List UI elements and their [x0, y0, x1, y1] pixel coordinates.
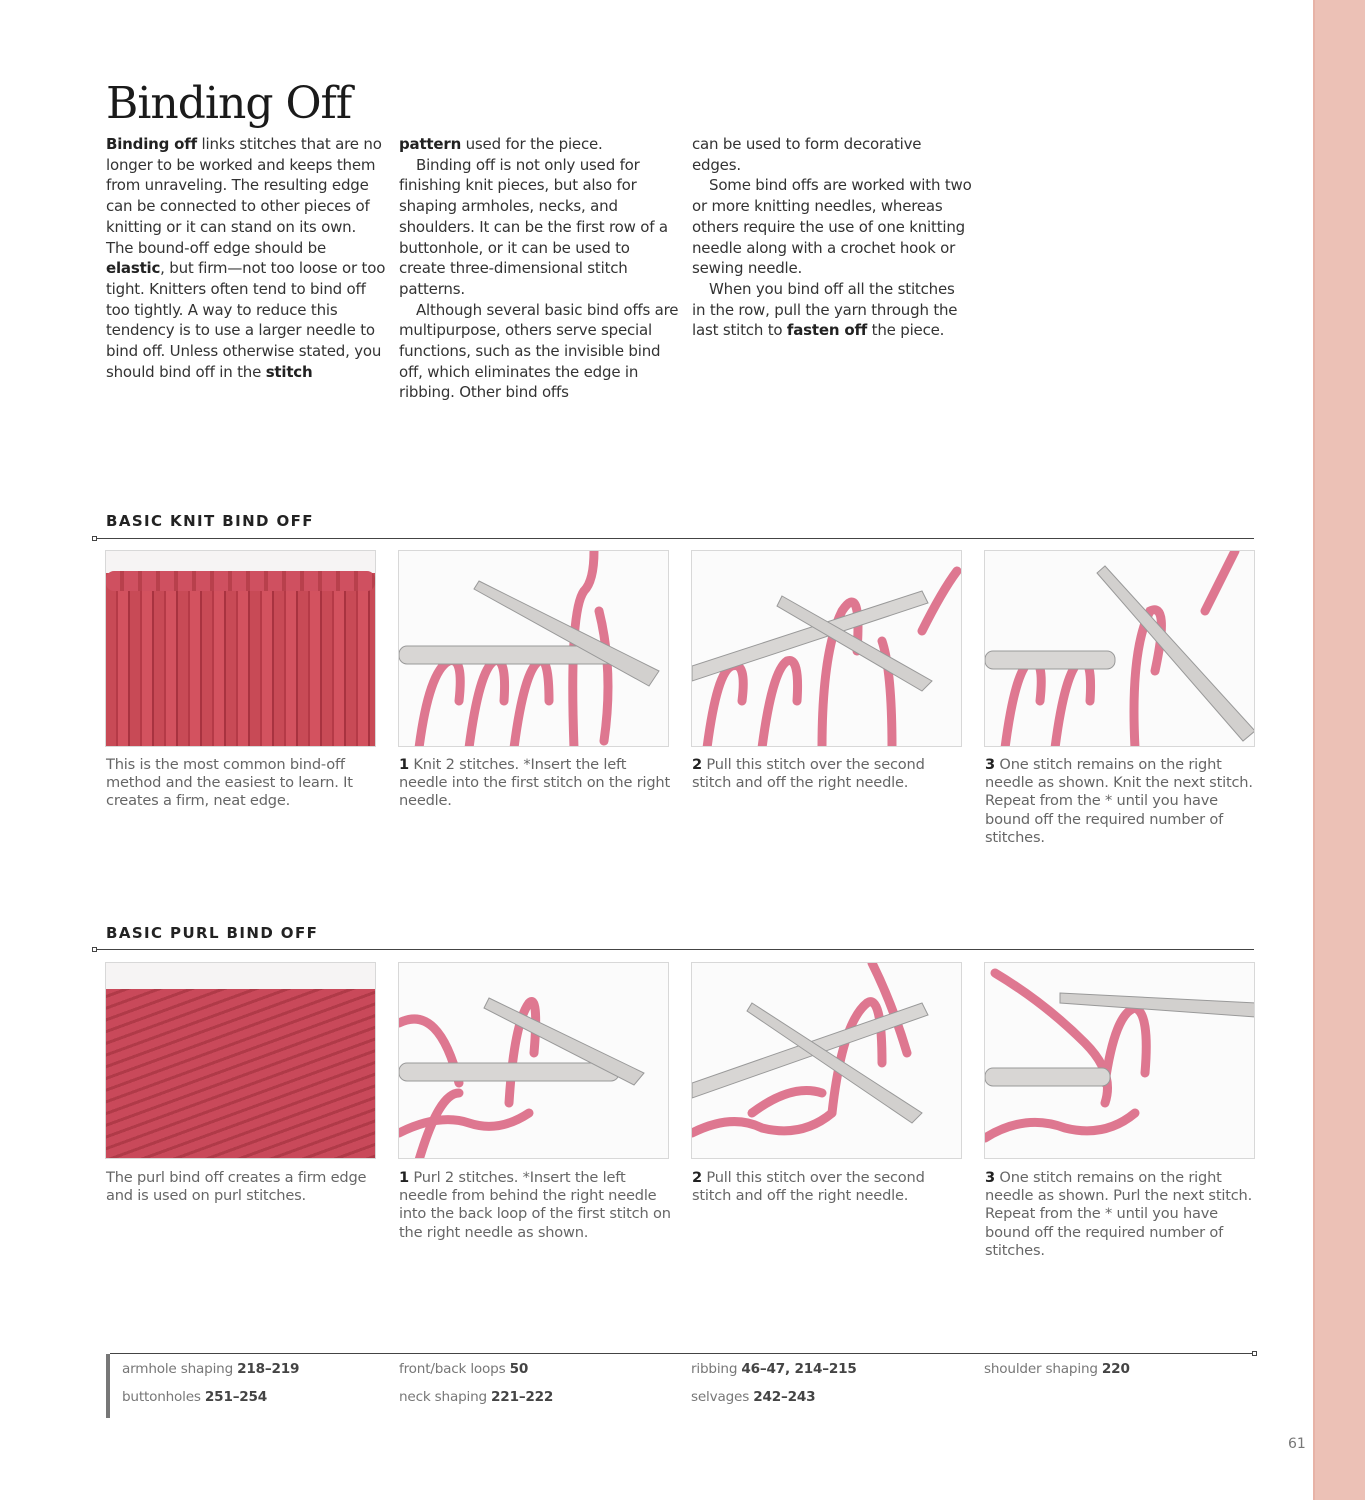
page-title: Binding Off: [106, 78, 352, 129]
cross-ref-label: ribbing: [691, 1361, 742, 1377]
cross-ref-pages: 220: [1101, 1361, 1130, 1377]
term-pattern: pattern: [399, 135, 462, 153]
intro-paragraph: Although several basic bind offs are multipurpose, others serve special functions, such as the invisible bind off, which eliminates the edge in ribbing. Other bind offs: [399, 300, 679, 402]
cross-ref-pages: 251–254: [204, 1389, 268, 1405]
cross-ref-label: armhole shaping: [122, 1361, 238, 1377]
needle-yarn-drawing-icon: [399, 551, 669, 747]
step-text: Knit 2 stitches. *Insert the left needle into the first stitch on the right needle.: [399, 756, 670, 810]
cross-ref-shoulder-shaping[interactable]: [984, 1361, 1130, 1377]
cross-ref-selvages[interactable]: [691, 1389, 815, 1405]
intro-text: used for the piece.: [461, 135, 603, 153]
knit-step-3-illustration: [984, 550, 1255, 747]
step-text: One stitch remains on the right needle as shown. Purl the next stitch. Repeat from the * until you have bound off the required number of stitches.: [985, 1169, 1253, 1259]
intro-column-1: [106, 134, 386, 382]
rule-node-icon: [92, 536, 97, 541]
term-fasten-off: fasten off: [786, 321, 868, 340]
cross-ref-pages: 46–47, 214–215: [741, 1361, 857, 1377]
cross-ref-neck-shaping[interactable]: [399, 1389, 553, 1405]
purl-step-1-illustration: [398, 962, 669, 1159]
cross-ref-rule: [110, 1353, 1252, 1354]
needle-yarn-drawing-icon: [399, 963, 669, 1159]
cross-ref-label: selvages: [691, 1389, 754, 1405]
cross-ref-ribbing[interactable]: [691, 1361, 857, 1377]
cross-ref-label: buttonholes: [122, 1389, 205, 1405]
purl-intro-caption: The purl bind off creates a firm edge and is used on purl stitches.: [106, 1169, 367, 1205]
chapter-color-tab: [1313, 0, 1365, 1500]
intro-text: links stitches that are no longer to be worked and keeps them from unraveling. The resulting edge can be connected to other pieces of knitting or it can stand on its own. The bound-off edge should be: [106, 135, 382, 257]
needle-yarn-drawing-icon: [692, 963, 962, 1159]
step-number: 1: [399, 1169, 409, 1186]
section-title-knit-bind-off: BASIC KNIT BIND OFF: [106, 512, 314, 530]
section-title-purl-bind-off: BASIC PURL BIND OFF: [106, 924, 319, 942]
cross-ref-pages: 50: [509, 1361, 529, 1377]
step-text: Pull this stitch over the second stitch and off the right needle.: [692, 1169, 925, 1205]
knit-step-1-illustration: [398, 550, 669, 747]
intro-paragraph: Some bind offs are worked with two or more knitting needles, whereas others require the use of one knitting needle along with a crochet hook or sewing needle.: [692, 176, 972, 278]
knit-step-1-caption: [399, 756, 671, 811]
knit-intro-caption: This is the most common bind-off method and the easiest to learn. It creates a firm, neat edge.: [106, 756, 353, 810]
intro-text: When you bind off all the stitches in the row, pull the yarn through the last stitch to: [692, 279, 958, 340]
cross-ref-armhole-shaping[interactable]: [122, 1361, 299, 1377]
cross-ref-pages: 221–222: [491, 1389, 554, 1405]
needle-yarn-drawing-icon: [985, 963, 1255, 1159]
section-rule: [96, 949, 1254, 950]
purl-step-2-caption: [692, 1169, 964, 1205]
cross-ref-front-back-loops[interactable]: [399, 1361, 528, 1377]
step-text: Purl 2 stitches. *Insert the left needle from behind the right needle into the back loop of the first stitch on the right needle as shown.: [399, 1169, 671, 1241]
intro-text: , but firm—not too loose or too tight. Knitters often tend to bind off too tightly. A way to reduce this tendency is to use a larger needle to bind off. Unless otherwise stated, you should bind off in the: [106, 259, 386, 381]
cross-ref-pages: 218–219: [237, 1361, 300, 1377]
term-binding-off: Binding off: [106, 135, 197, 153]
needle-yarn-drawing-icon: [692, 551, 962, 747]
knit-step-3-caption: [985, 756, 1257, 847]
knit-step-2-illustration: [691, 550, 962, 747]
knit-step-2-caption: [692, 756, 964, 792]
cross-ref-label: front/back loops: [399, 1361, 510, 1377]
cross-ref-label: neck shaping: [399, 1389, 492, 1405]
cross-ref-pages: 242–243: [753, 1389, 816, 1405]
purl-step-1-caption: [399, 1169, 671, 1242]
intro-paragraph: can be used to form decorative edges.: [692, 135, 922, 174]
intro-column-3: [692, 134, 972, 341]
purl-step-3-illustration: [984, 962, 1255, 1159]
purl-step-3-caption: [985, 1169, 1257, 1260]
purl-step-2-illustration: [691, 962, 962, 1159]
page-number: 61: [1288, 1436, 1306, 1452]
intro-text: the piece.: [867, 321, 945, 340]
term-stitch: stitch: [265, 362, 313, 381]
rule-node-icon: [1252, 1351, 1257, 1356]
rule-node-icon: [92, 947, 97, 952]
needle-yarn-drawing-icon: [985, 551, 1255, 747]
intro-paragraph: Binding off is not only used for finishing knit pieces, but also for shaping armholes, necks, and shoulders. It can be the first row of a buttonhole, or it can be used to create three-dimensional stitch patterns.: [399, 155, 668, 298]
step-number: 2: [692, 1169, 702, 1186]
intro-column-2: [399, 134, 679, 403]
purl-swatch-photo: [105, 962, 376, 1159]
step-number: 3: [985, 756, 995, 773]
step-number: 3: [985, 1169, 995, 1186]
step-text: One stitch remains on the right needle as shown. Knit the next stitch. Repeat from the * until you have bound off the required number of stitches.: [985, 756, 1253, 846]
cross-ref-buttonholes[interactable]: [122, 1389, 267, 1405]
step-number: 1: [399, 756, 409, 773]
cross-ref-label: shoulder shaping: [984, 1361, 1102, 1377]
step-number: 2: [692, 756, 702, 773]
term-elastic: elastic: [106, 259, 161, 278]
cross-ref-bar: [106, 1354, 110, 1418]
section-rule: [96, 538, 1254, 539]
step-text: Pull this stitch over the second stitch and off the right needle.: [692, 756, 925, 792]
knit-swatch-photo: [105, 550, 376, 747]
